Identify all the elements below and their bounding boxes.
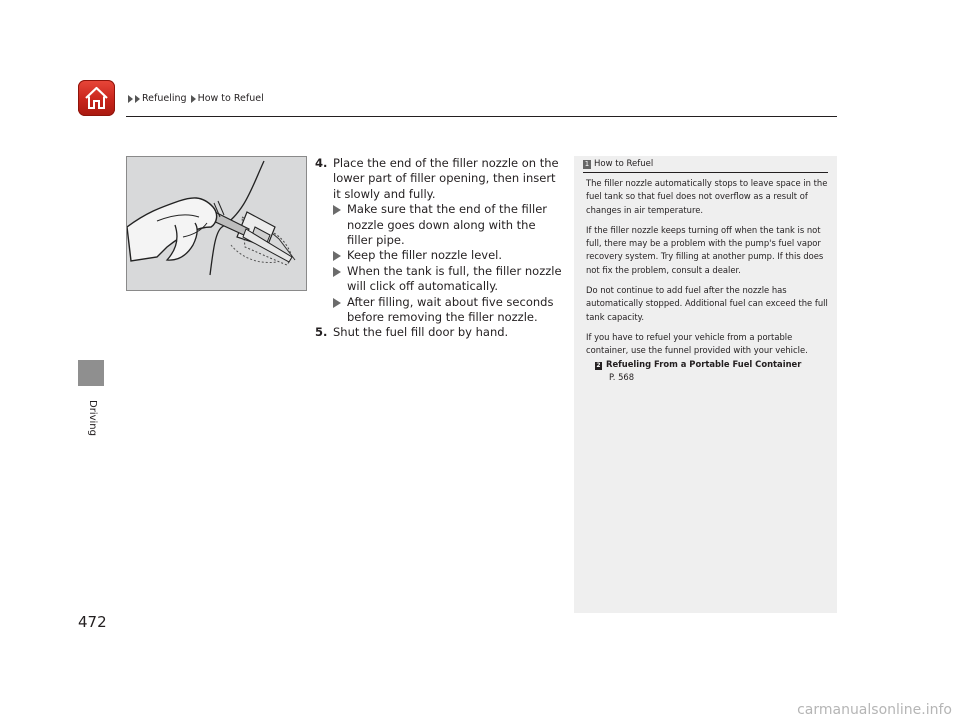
step-text: Place the end of the filler nozzle on the lower part of filler opening, then insert it slowly and fully. — [333, 156, 559, 201]
side-tab-marker — [78, 360, 104, 386]
substep-text: After filling, wait about five seconds before removing the filler nozzle. — [347, 294, 554, 325]
step-number: 4. — [315, 156, 328, 170]
step-4 — [315, 156, 563, 202]
side-tab-label: Driving — [87, 400, 98, 436]
note-paragraph: If the filler nozzle keeps turning off when the tank is not full, there may be a problem with the pump's fuel vapor recovery system. Try filling at another pump. If this does not fix the problem, consult a dealer. — [586, 224, 824, 275]
home-icon — [83, 85, 110, 111]
substep-text: Make sure that the end of the filler nozzle goes down along with the filler pipe. — [347, 202, 547, 248]
breadcrumb-how-to-refuel[interactable]: How to Refuel — [197, 93, 264, 104]
note-paragraph: Do not continue to add fuel after the nozzle has automatically stopped. Additional fuel can exceed the full tank capacity. — [586, 285, 828, 322]
note-title: How to Refuel — [594, 159, 654, 169]
triangle-right-icon — [333, 267, 341, 277]
step-5 — [315, 325, 563, 340]
home-button[interactable] — [78, 80, 115, 116]
note-paragraph: If you have to refuel your vehicle from a portable container, use the funnel provided with your vehicle. — [586, 331, 808, 356]
triangle-right-icon — [333, 251, 341, 261]
refuel-steps — [315, 156, 563, 341]
breadcrumb — [128, 93, 264, 104]
reference-title: Refueling From a Portable Fuel Container — [606, 358, 802, 369]
substep-text: Keep the filler nozzle level. — [347, 248, 503, 263]
triangle-right-icon — [333, 205, 341, 215]
note-marker-icon: 1 — [584, 160, 590, 168]
note-sidebar — [574, 156, 837, 613]
header-divider — [126, 116, 837, 117]
triangle-right-icon — [333, 298, 341, 308]
breadcrumb-refueling[interactable]: Refueling — [142, 93, 187, 104]
reference-page[interactable]: P. 568 — [609, 371, 635, 382]
note-paragraph: The filler nozzle automatically stops to leave space in the fuel tank so that fuel does not overflow as a result of changes in air temperature. — [586, 178, 828, 215]
triangle-right-icon — [128, 95, 133, 103]
substep — [315, 248, 563, 263]
note-header — [583, 159, 828, 173]
page-number: 472 — [78, 613, 107, 631]
watermark: carmanualsonline.info — [797, 702, 952, 718]
triangle-right-icon — [135, 95, 140, 103]
filler-nozzle-illustration — [126, 156, 307, 291]
reference-arrow-icon: 2 — [596, 361, 601, 369]
cross-reference-link[interactable] — [586, 358, 830, 371]
substep — [315, 264, 563, 295]
substep — [315, 202, 563, 248]
substep — [315, 295, 563, 326]
step-text: Shut the fuel fill door by hand. — [333, 325, 509, 340]
note-body — [586, 177, 830, 384]
triangle-right-icon — [191, 95, 196, 103]
step-number: 5. — [315, 325, 328, 340]
substep-text: When the tank is full, the filler nozzle will click off automatically. — [347, 263, 562, 294]
